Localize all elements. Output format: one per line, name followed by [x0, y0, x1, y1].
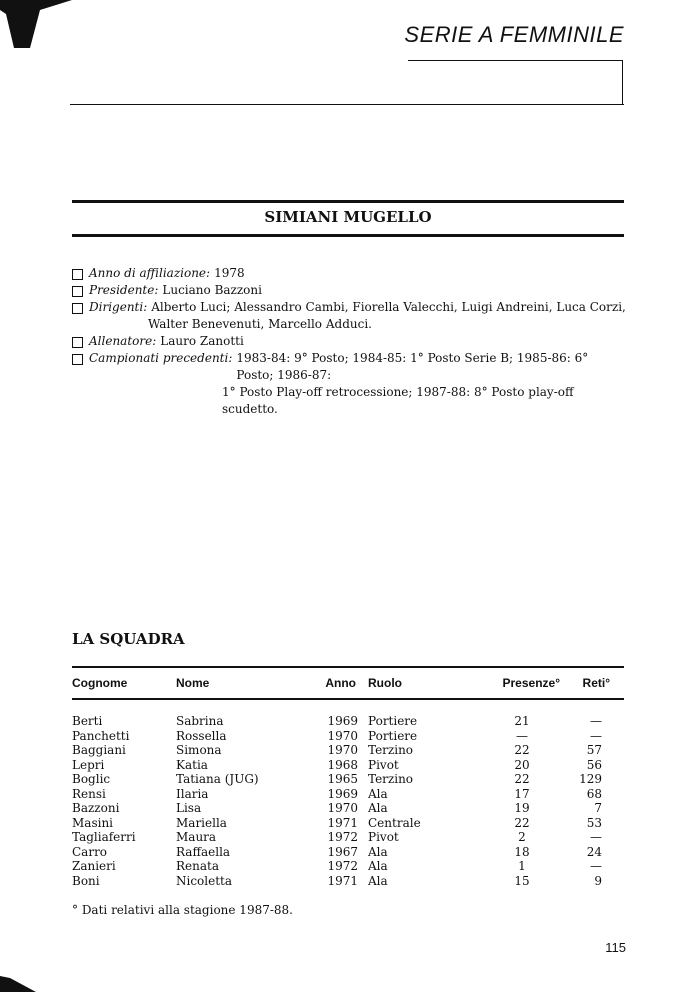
info-label: Campionati precedenti: — [89, 351, 233, 365]
table-row — [72, 729, 624, 744]
cell-reti: 68 — [586, 786, 602, 801]
checkbox-icon — [72, 337, 83, 348]
header-frame — [408, 60, 623, 105]
page-number: 115 — [605, 940, 626, 955]
cell-cognome: Tagliaferri — [72, 830, 136, 844]
corner-mark-bottom-left — [0, 970, 36, 992]
info-campionati — [72, 350, 628, 384]
table-body — [72, 714, 624, 888]
cell-presenze: 20 — [514, 757, 530, 772]
cell-presenze: 2 — [518, 830, 526, 844]
column-header-cognome: Cognome — [72, 676, 128, 690]
cell-reti: 53 — [586, 815, 602, 830]
info-value: Alberto Luci; Alessandro Cambi, Fiorella Valecchi, Luigi Andreini, Luca Corzi, — [151, 300, 626, 314]
cell-reti: — — [590, 830, 602, 844]
cell-ruolo: Centrale — [368, 815, 421, 830]
table-header — [72, 676, 624, 694]
info-label: Allenatore: — [89, 334, 157, 348]
cell-reti: — — [590, 714, 602, 728]
cell-anno: 1972 — [327, 859, 358, 873]
cell-cognome: Bazzoni — [72, 801, 120, 815]
cell-anno: 1968 — [327, 757, 358, 772]
table-row — [72, 787, 624, 802]
table-row — [72, 859, 624, 874]
cell-cognome: Lepri — [72, 757, 105, 772]
cell-cognome: Baggiani — [72, 743, 126, 757]
cell-reti: 24 — [586, 844, 602, 859]
cell-anno: 1965 — [327, 772, 358, 786]
corner-mark-top-left — [0, 0, 72, 48]
cell-presenze: 18 — [514, 844, 530, 859]
cell-cognome: Masini — [72, 815, 114, 830]
info-value: 1983-84: 9° Posto; 1984-85: 1° Posto Serie B; 1985-86: 6° Posto; 1986-87: — [236, 351, 589, 382]
cell-nome: Ilaria — [176, 786, 209, 801]
cell-anno: 1967 — [327, 844, 358, 859]
info-presidente — [72, 282, 628, 299]
cell-nome: Simona — [176, 743, 222, 757]
cell-presenze: — — [516, 728, 528, 743]
cell-presenze: 22 — [514, 815, 530, 830]
table-row — [72, 874, 624, 889]
cell-nome: Maura — [176, 830, 217, 844]
info-dirigenti — [72, 299, 628, 316]
cell-reti: 56 — [586, 757, 602, 772]
cell-anno: 1970 — [327, 801, 358, 815]
checkbox-icon — [72, 286, 83, 297]
column-header-anno: Anno — [325, 676, 356, 690]
table-row — [72, 816, 624, 831]
cell-ruolo: Pivot — [368, 757, 399, 772]
cell-presenze: 17 — [514, 786, 530, 801]
cell-nome: Tatiana (JUG) — [176, 772, 259, 786]
cell-nome: Sabrina — [176, 714, 224, 728]
table-rule-header — [72, 698, 624, 700]
checkbox-icon — [72, 269, 83, 280]
cell-cognome: Panchetti — [72, 728, 130, 743]
checkbox-icon — [72, 303, 83, 314]
club-info — [72, 265, 628, 418]
cell-anno: 1972 — [327, 830, 358, 844]
cell-anno: 1971 — [327, 873, 358, 888]
info-value-continued: Walter Benevenuti, Marcello Adduci. — [148, 317, 372, 331]
cell-ruolo: Terzino — [368, 743, 414, 757]
table-row — [72, 772, 624, 787]
table-row — [72, 830, 624, 845]
header-title: SERIE A FEMMINILE — [404, 22, 624, 47]
footnote: ° Dati relativi alla stagione 1987-88. — [72, 903, 293, 917]
info-label: Dirigenti: — [89, 300, 148, 314]
column-header-reti: Reti° — [582, 676, 610, 690]
info-label: Anno di affiliazione: — [89, 266, 211, 280]
column-header-presenze: Presenze° — [502, 676, 560, 690]
cell-ruolo: Ala — [368, 801, 388, 815]
cell-presenze: 21 — [514, 714, 530, 728]
cell-nome: Raffaella — [176, 844, 231, 859]
cell-cognome: Rensi — [72, 786, 106, 801]
cell-reti: — — [590, 728, 602, 743]
cell-presenze: 1 — [518, 859, 526, 873]
header-rule — [70, 104, 410, 105]
cell-cognome: Boni — [72, 873, 100, 888]
cell-anno: 1971 — [327, 815, 358, 830]
info-value: Luciano Bazzoni — [162, 283, 262, 297]
table-row — [72, 714, 624, 729]
club-rule-top — [72, 200, 624, 203]
table-row — [72, 758, 624, 773]
column-header-nome: Nome — [176, 676, 210, 690]
cell-reti: 129 — [579, 772, 602, 786]
cell-ruolo: Portiere — [368, 728, 418, 743]
checkbox-icon — [72, 354, 83, 365]
column-header-ruolo: Ruolo — [368, 676, 402, 690]
cell-presenze: 22 — [514, 743, 530, 757]
cell-reti: 57 — [586, 743, 602, 757]
club-rule-bottom — [72, 234, 624, 237]
cell-ruolo: Ala — [368, 786, 388, 801]
cell-cognome: Zanieri — [72, 859, 116, 873]
info-value: 1978 — [214, 266, 245, 280]
cell-cognome: Carro — [72, 844, 108, 859]
cell-ruolo: Ala — [368, 873, 388, 888]
table-row — [72, 743, 624, 758]
cell-ruolo: Ala — [368, 844, 388, 859]
cell-reti: 7 — [594, 801, 602, 815]
cell-nome: Katia — [176, 757, 208, 772]
info-value-continued: 1° Posto Play-off retrocessione; 1987-88: 8° Posto play-off scudetto. — [222, 385, 574, 416]
cell-presenze: 15 — [514, 873, 530, 888]
cell-nome: Mariella — [176, 815, 227, 830]
table-rule-top — [72, 666, 624, 668]
cell-anno: 1969 — [327, 786, 358, 801]
info-allenatore — [72, 333, 628, 350]
club-name: SIMIANI MUGELLO — [264, 208, 432, 226]
cell-cognome: Berti — [72, 714, 103, 728]
info-value: Lauro Zanotti — [160, 334, 244, 348]
cell-reti: 9 — [594, 873, 602, 888]
cell-nome: Lisa — [176, 801, 202, 815]
cell-reti: — — [590, 859, 602, 873]
table-row — [72, 801, 624, 816]
cell-nome: Renata — [176, 859, 219, 873]
cell-ruolo: Portiere — [368, 714, 418, 728]
cell-ruolo: Pivot — [368, 830, 399, 844]
cell-nome: Nicoletta — [176, 873, 233, 888]
cell-anno: 1970 — [327, 728, 358, 743]
section-title: LA SQUADRA — [72, 630, 185, 648]
header-rule-long — [408, 104, 624, 105]
cell-anno: 1969 — [327, 714, 358, 728]
info-label: Presidente: — [89, 283, 159, 297]
cell-ruolo: Ala — [368, 859, 388, 873]
table-row — [72, 845, 624, 860]
cell-ruolo: Terzino — [368, 772, 414, 786]
cell-anno: 1970 — [327, 743, 358, 757]
cell-nome: Rossella — [176, 728, 227, 743]
cell-presenze: 22 — [514, 772, 530, 786]
cell-cognome: Boglic — [72, 772, 111, 786]
cell-presenze: 19 — [514, 801, 530, 815]
info-anno — [72, 265, 628, 282]
